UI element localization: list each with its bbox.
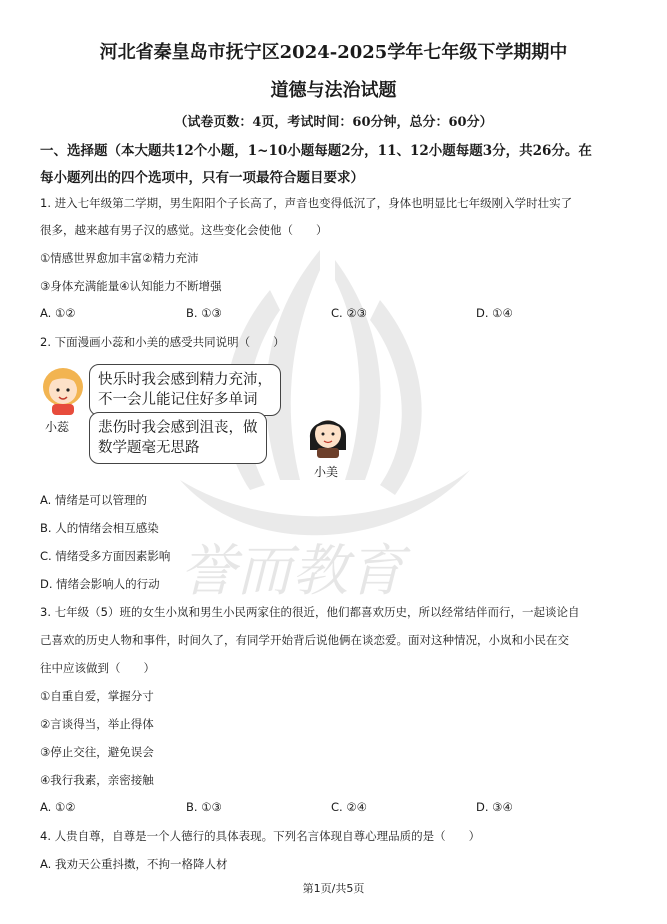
q2-option-a: A. 情绪是可以管理的	[40, 493, 147, 507]
q1-option-a: A. ①②	[40, 306, 76, 320]
q3-option-b: B. ①③	[186, 800, 222, 814]
q2-stem: 2. 下面漫画小蕊和小美的感受共同说明（ ）	[40, 335, 285, 349]
q3-item3: ③停止交往，避免误会	[40, 745, 154, 759]
q4-stem: 4. 人贵自尊，自尊是一个人德行的具体表现。下列名言体现自尊心理品质的是（ ）	[40, 829, 481, 843]
q3-stem-line1: 3. 七年级（5）班的女生小岚和男生小民两家住的很近，他们都喜欢历史，所以经常结伴而行，一起谈论自	[40, 605, 580, 619]
exam-info: （试卷页数：4页，考试时间：60分钟，总分：60分）	[174, 115, 493, 130]
q1-option-b: B. ①③	[186, 306, 222, 320]
q1-option-c: C. ②③	[331, 306, 367, 320]
q3-stem-line2: 己喜欢的历史人物和事件，时间久了，有同学开始背后说他俩在谈恋爱。面对这种情况，小岚和小民在交	[40, 633, 569, 647]
q3-item1: ①自重自爱，掌握分寸	[40, 689, 154, 703]
q3-option-a: A. ①②	[40, 800, 76, 814]
page-title: 河北省秦皇岛市抚宁区2024-2025学年七年级下学期期中	[99, 42, 568, 63]
section-heading-line1: 一、选择题（本大题共12个小题，1~10小题每题2分，11、12小题每题3分，共26分。在	[40, 143, 592, 159]
q4-option-a: A. 我劝天公重抖擞，不拘一格降人材	[40, 857, 228, 871]
name-xiaorui: 小蕊	[45, 420, 70, 434]
girl-xiaorui-illustration	[40, 363, 86, 415]
q3-stem-line3: 往中应该做到（ ）	[40, 661, 155, 675]
q1-stem-line2: 很多，越来越有男子汉的感觉。这些变化会使他（ ）	[40, 223, 328, 237]
bubble2-line2: 数学题毫无思路	[98, 440, 200, 456]
bubble1-line2: 不一会儿能记住好多单词	[98, 392, 258, 408]
q3-option-c: C. ②④	[331, 800, 367, 814]
q3-option-d: D. ③④	[476, 800, 513, 814]
page-footer: 第1页/共5页	[302, 882, 365, 895]
q2-option-d: D. 情绪会影响人的行动	[40, 577, 160, 591]
page-subtitle: 道德与法治试题	[270, 80, 397, 101]
name-xiaomei: 小美	[314, 465, 339, 479]
q2-option-b: B. 人的情绪会相互感染	[40, 521, 159, 535]
watermark-text: 誉而教育	[180, 539, 404, 604]
speech-bubble-xiaomei	[89, 412, 267, 464]
q1-item2: ③身体充满能量④认知能力不断增强	[40, 279, 222, 293]
speech-bubble-xiaorui	[89, 364, 281, 416]
q2-option-c: C. 情绪受多方面因素影响	[40, 549, 171, 563]
girl-xiaomei-illustration	[306, 408, 350, 458]
q1-item1: ①情感世界愈加丰富②精力充沛	[40, 251, 199, 265]
section-heading-line2: 每小题列出的四个选项中，只有一项最符合题目要求）	[40, 170, 364, 186]
q1-option-d: D. ①④	[476, 306, 513, 320]
bubble2-line1: 悲伤时我会感到沮丧，做	[98, 420, 258, 436]
q3-item4: ④我行我素，亲密接触	[40, 773, 154, 787]
bubble1-line1: 快乐时我会感到精力充沛，	[98, 372, 272, 388]
q1-stem-line1: 1. 进入七年级第二学期，男生阳阳个子长高了，声音也变得低沉了，身体也明显比七年级刚入学时壮实了	[40, 196, 573, 210]
q3-item2: ②言谈得当，举止得体	[40, 717, 154, 731]
